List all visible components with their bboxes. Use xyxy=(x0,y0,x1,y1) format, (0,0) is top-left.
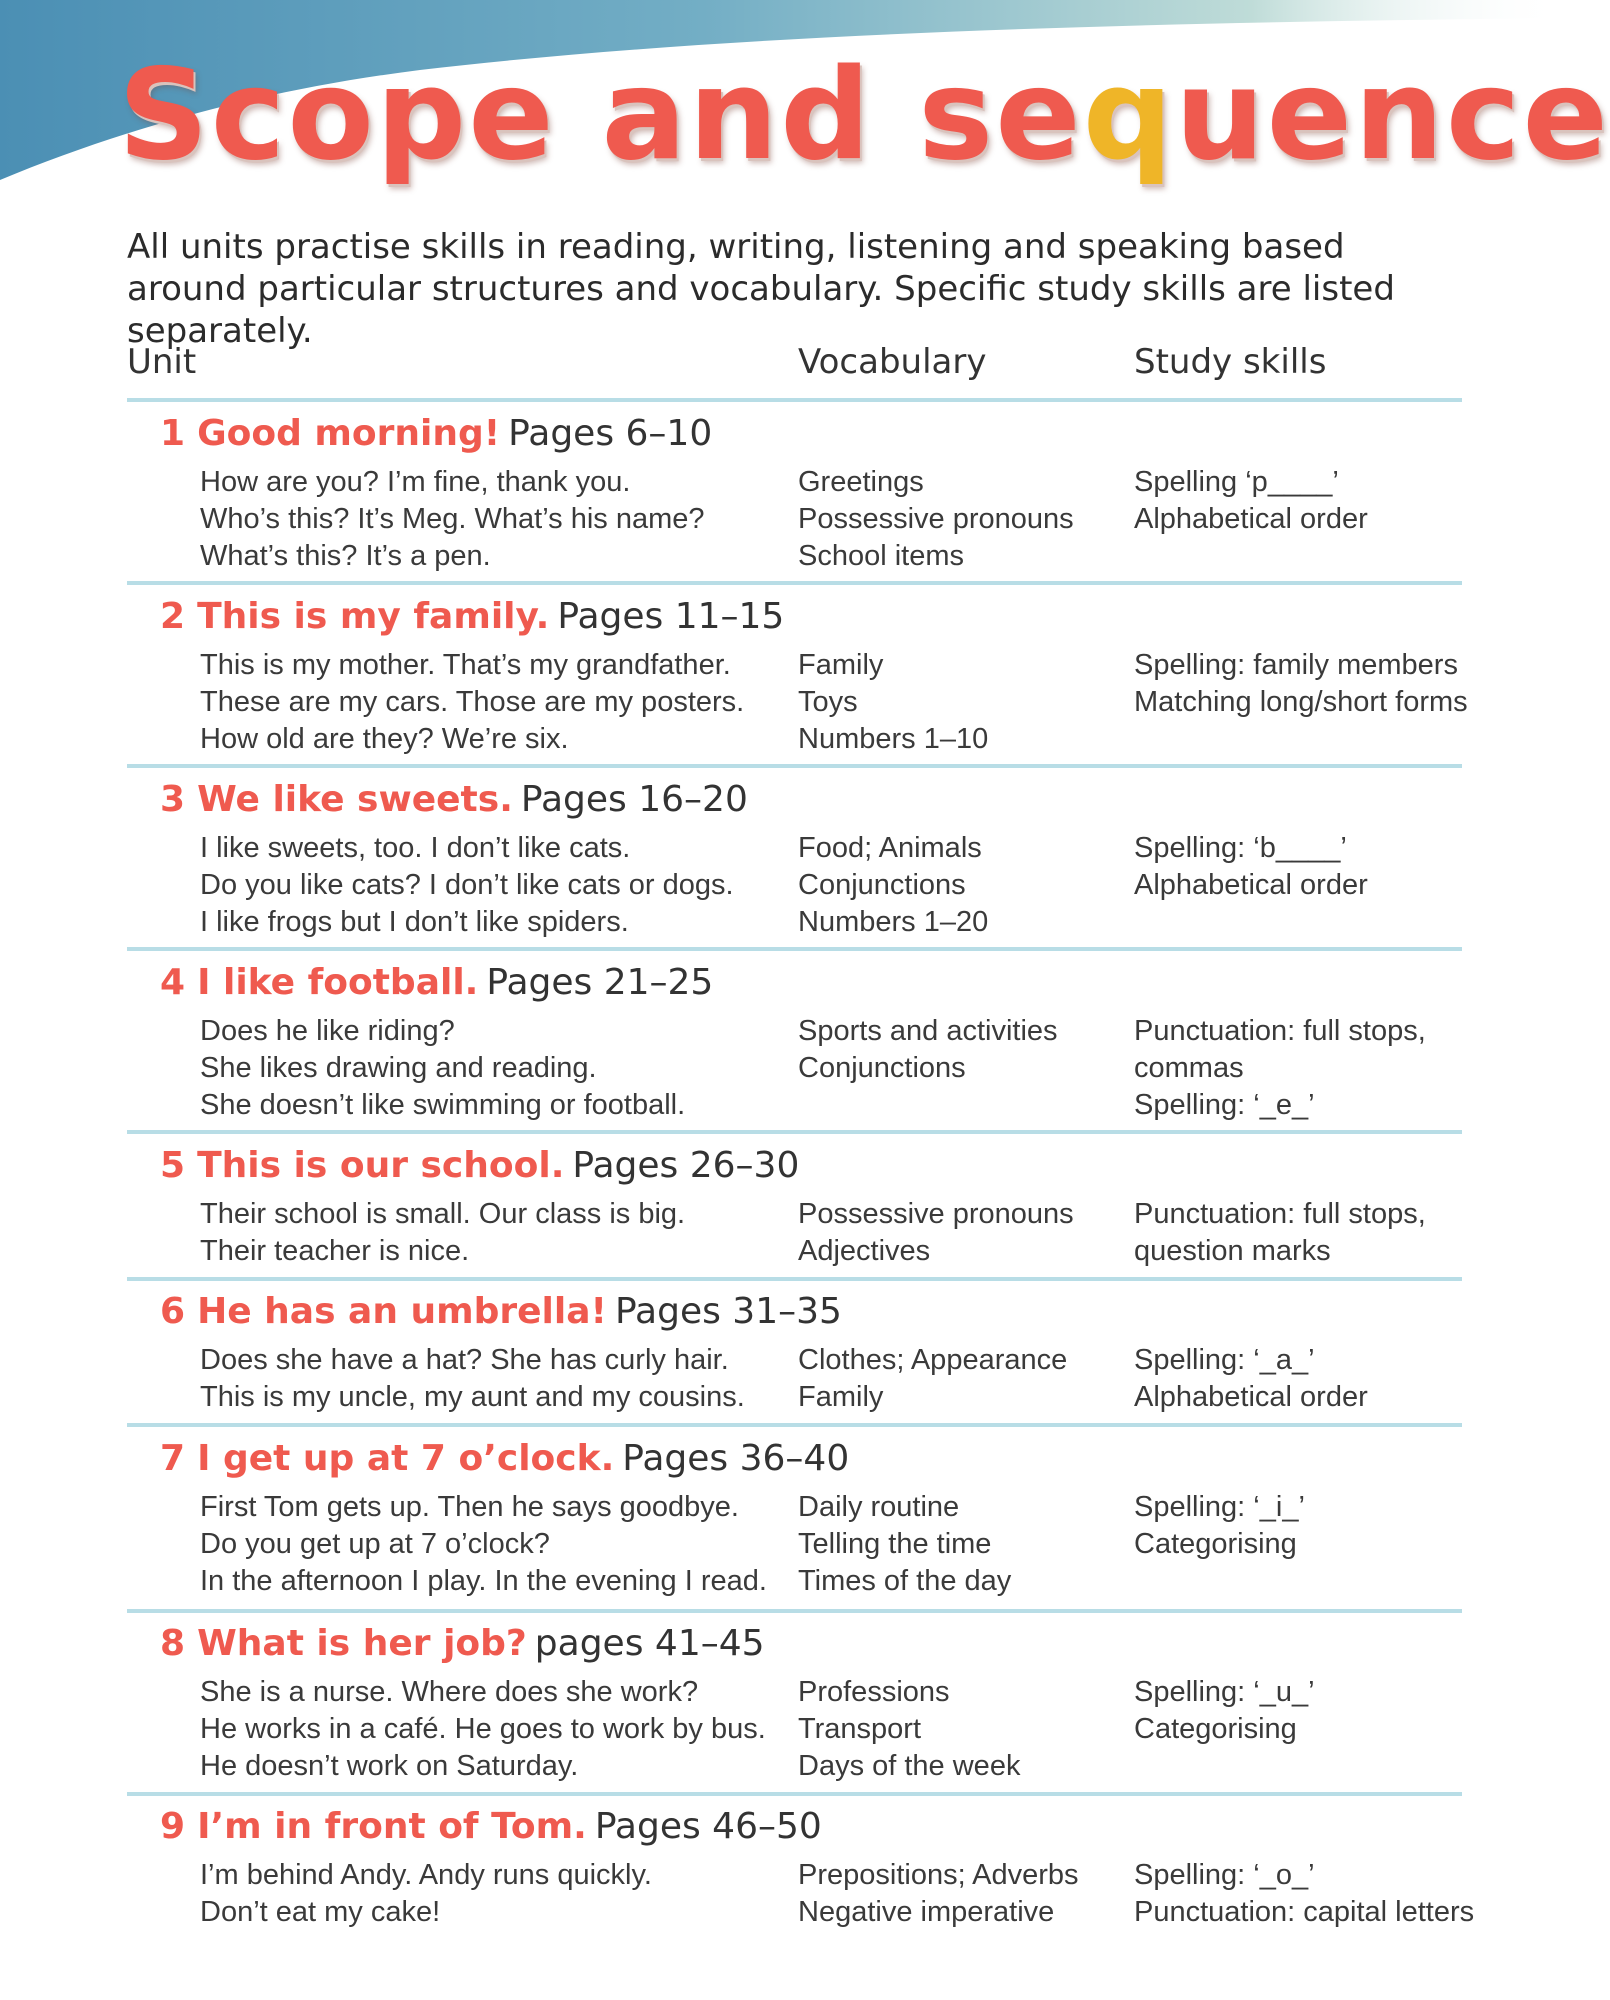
structure-line: These are my cars. Those are my posters. xyxy=(200,686,745,718)
vocabulary-item: Clothes; Appearance xyxy=(798,1344,1068,1376)
row-divider xyxy=(127,581,1462,585)
vocabulary-column xyxy=(798,830,988,941)
vocabulary-column xyxy=(798,1674,1020,1785)
vocabulary-item: Negative imperative xyxy=(798,1896,1055,1928)
study-skill-item: commas xyxy=(1134,1052,1244,1084)
unit-title: This is my family. xyxy=(197,596,550,637)
study-skill-item: Alphabetical order xyxy=(1134,869,1368,901)
unit-pages: Pages 26–30 xyxy=(572,1145,800,1186)
unit-heading xyxy=(160,1437,849,1481)
structure-line: He works in a café. He goes to work by bus. xyxy=(200,1713,766,1745)
row-divider xyxy=(127,1130,1462,1134)
vocabulary-item: Daily routine xyxy=(798,1491,960,1523)
row-divider xyxy=(127,947,1462,951)
study-skill-item: Matching long/short forms xyxy=(1134,686,1468,718)
row-divider xyxy=(127,764,1462,768)
unit-title: We like sweets. xyxy=(197,779,513,820)
structure-line: He doesn’t work on Saturday. xyxy=(200,1750,579,1782)
unit-pages: Pages 36–40 xyxy=(622,1438,850,1479)
structure-line: Don’t eat my cake! xyxy=(200,1896,441,1928)
study-skill-item: Spelling ‘p____’ xyxy=(1134,466,1339,498)
study-skill-item: Spelling: ‘_a_’ xyxy=(1134,1344,1315,1376)
structure-line: I like sweets, too. I don’t like cats. xyxy=(200,832,631,864)
structure-line: Do you like cats? I don’t like cats or dogs. xyxy=(200,869,734,901)
study-column xyxy=(1134,1342,1368,1416)
vocabulary-column xyxy=(798,1342,1067,1416)
structures-column xyxy=(200,1674,766,1785)
unit-pages: Pages 31–35 xyxy=(614,1291,842,1332)
intro-paragraph: All units practise skills in reading, writing, listening and speaking based around particular structures and vocabulary. Specific study skills are listed separately. xyxy=(127,227,1395,351)
vocabulary-item: Days of the week xyxy=(798,1750,1021,1782)
unit-heading xyxy=(160,595,784,639)
study-column xyxy=(1134,830,1368,904)
structure-line: Do you get up at 7 o’clock? xyxy=(200,1528,550,1560)
row-divider xyxy=(127,1277,1462,1281)
vocabulary-column xyxy=(798,647,988,758)
study-skill-item: Alphabetical order xyxy=(1134,1381,1368,1413)
structure-line: In the afternoon I play. In the evening I read. xyxy=(200,1565,767,1597)
study-skill-item: Punctuation: full stops, xyxy=(1134,1198,1426,1230)
unit-pages: Pages 6–10 xyxy=(508,413,713,454)
structure-line: Does he like riding? xyxy=(200,1015,455,1047)
unit-heading xyxy=(160,1144,799,1188)
unit-title: I like football. xyxy=(197,962,479,1003)
study-skill-item: Punctuation: capital letters xyxy=(1134,1896,1475,1928)
row-divider xyxy=(127,1609,1462,1613)
unit-heading xyxy=(160,778,748,822)
study-skill-item: Spelling: family members xyxy=(1134,649,1458,681)
structure-line: What’s this? It’s a pen. xyxy=(200,540,491,572)
vocabulary-item: Toys xyxy=(798,686,858,718)
column-header-study-skills: Study skills xyxy=(1134,342,1327,382)
study-skill-item: Spelling: ‘_o_’ xyxy=(1134,1859,1315,1891)
unit-number: 7 xyxy=(160,1438,186,1479)
study-skill-item: Spelling: ‘b____’ xyxy=(1134,832,1347,864)
structure-line: Who’s this? It’s Meg. What’s his name? xyxy=(200,503,705,535)
vocabulary-item: Times of the day xyxy=(798,1565,1012,1597)
structure-line: I’m behind Andy. Andy runs quickly. xyxy=(200,1859,652,1891)
vocabulary-item: Telling the time xyxy=(798,1528,992,1560)
vocabulary-item: Family xyxy=(798,649,884,681)
structure-line: She likes drawing and reading. xyxy=(200,1052,597,1084)
unit-pages: Pages 46–50 xyxy=(594,1806,822,1847)
column-header-vocabulary: Vocabulary xyxy=(798,342,987,382)
vocabulary-item: Food; Animals xyxy=(798,832,982,864)
unit-number: 8 xyxy=(160,1623,186,1664)
unit-heading xyxy=(160,1805,822,1849)
study-column xyxy=(1134,1674,1315,1748)
study-column xyxy=(1134,647,1468,721)
vocabulary-column xyxy=(798,464,1074,575)
structures-column xyxy=(200,1342,745,1416)
structures-column xyxy=(200,1013,685,1124)
page-title: Scope and sequence xyxy=(118,41,1610,188)
unit-title: Good morning! xyxy=(197,413,501,454)
unit-title: This is our school. xyxy=(197,1145,565,1186)
vocabulary-item: Possessive pronouns xyxy=(798,503,1074,535)
structure-line: First Tom gets up. Then he says goodbye. xyxy=(200,1491,739,1523)
unit-number: 3 xyxy=(160,779,186,820)
unit-title: What is her job? xyxy=(197,1623,527,1664)
unit-title: He has an umbrella! xyxy=(197,1291,607,1332)
unit-number: 6 xyxy=(160,1291,186,1332)
study-skill-item: Alphabetical order xyxy=(1134,503,1368,535)
vocabulary-item: Prepositions; Adverbs xyxy=(798,1859,1079,1891)
vocabulary-column xyxy=(798,1857,1078,1931)
structures-column xyxy=(200,464,705,575)
unit-heading xyxy=(160,412,712,456)
study-skill-item: Categorising xyxy=(1134,1713,1297,1745)
structure-line: How old are they? We’re six. xyxy=(200,723,569,755)
unit-number: 9 xyxy=(160,1806,186,1847)
structure-line: She doesn’t like swimming or football. xyxy=(200,1089,686,1121)
study-skill-item: Punctuation: full stops, xyxy=(1134,1015,1426,1047)
structure-line: Their school is small. Our class is big. xyxy=(200,1198,686,1230)
vocabulary-item: Professions xyxy=(798,1676,950,1708)
vocabulary-item: Family xyxy=(798,1381,884,1413)
study-column xyxy=(1134,1196,1426,1270)
structure-line: She is a nurse. Where does she work? xyxy=(200,1676,699,1708)
structure-line: This is my uncle, my aunt and my cousins. xyxy=(200,1381,745,1413)
row-divider xyxy=(127,1423,1462,1427)
structures-column xyxy=(200,647,744,758)
unit-number: 5 xyxy=(160,1145,186,1186)
vocabulary-item: Greetings xyxy=(798,466,924,498)
study-column xyxy=(1134,1857,1474,1931)
unit-pages: Pages 21–25 xyxy=(486,962,714,1003)
structures-column xyxy=(200,1196,685,1270)
column-header-unit: Unit xyxy=(127,342,197,382)
vocabulary-column xyxy=(798,1013,1058,1087)
unit-heading xyxy=(160,961,713,1005)
structures-column xyxy=(200,830,734,941)
unit-pages: pages 41–45 xyxy=(534,1623,765,1664)
structures-column xyxy=(200,1489,767,1600)
vocabulary-item: Conjunctions xyxy=(798,869,966,901)
vocabulary-item: Conjunctions xyxy=(798,1052,966,1084)
structure-line: This is my mother. That’s my grandfather. xyxy=(200,649,731,681)
unit-heading xyxy=(160,1622,765,1666)
study-skill-item: Categorising xyxy=(1134,1528,1297,1560)
unit-title: I’m in front of Tom. xyxy=(197,1806,587,1847)
vocabulary-item: Possessive pronouns xyxy=(798,1198,1074,1230)
study-column xyxy=(1134,1013,1426,1124)
row-divider xyxy=(127,398,1462,402)
vocabulary-item: Transport xyxy=(798,1713,922,1745)
unit-heading xyxy=(160,1290,842,1334)
unit-title: I get up at 7 o’clock. xyxy=(197,1438,615,1479)
vocabulary-item: School items xyxy=(798,540,965,572)
study-column xyxy=(1134,464,1368,538)
vocabulary-item: Numbers 1–20 xyxy=(798,906,989,938)
study-skill-item: Spelling: ‘_e_’ xyxy=(1134,1089,1315,1121)
unit-number: 2 xyxy=(160,596,186,637)
vocabulary-column xyxy=(798,1196,1074,1270)
structure-line: I like frogs but I don’t like spiders. xyxy=(200,906,629,938)
structure-line: Does she have a hat? She has curly hair. xyxy=(200,1344,729,1376)
study-skill-item: question marks xyxy=(1134,1235,1331,1267)
unit-number: 1 xyxy=(160,413,186,454)
structures-column xyxy=(200,1857,652,1931)
structure-line: How are you? I’m fine, thank you. xyxy=(200,466,631,498)
vocabulary-item: Numbers 1–10 xyxy=(798,723,989,755)
unit-pages: Pages 16–20 xyxy=(520,779,748,820)
vocabulary-item: Sports and activities xyxy=(798,1015,1058,1047)
unit-pages: Pages 11–15 xyxy=(557,596,785,637)
study-column xyxy=(1134,1489,1305,1563)
study-skill-item: Spelling: ‘_i_’ xyxy=(1134,1491,1305,1523)
row-divider xyxy=(127,1792,1462,1796)
unit-number: 4 xyxy=(160,962,186,1003)
structure-line: Their teacher is nice. xyxy=(200,1235,470,1267)
vocabulary-item: Adjectives xyxy=(798,1235,931,1267)
study-skill-item: Spelling: ‘_u_’ xyxy=(1134,1676,1315,1708)
vocabulary-column xyxy=(798,1489,1011,1600)
